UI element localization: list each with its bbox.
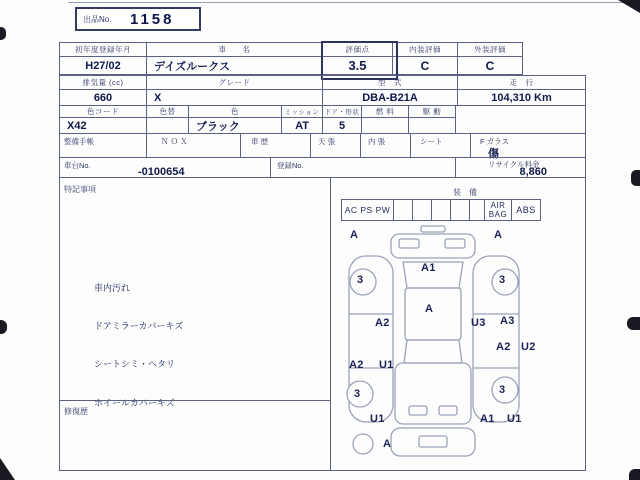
- damage-code-a: A: [350, 229, 359, 241]
- field-displacement-value: 660: [59, 89, 147, 106]
- field-service-book: [59, 133, 147, 158]
- damage-code-a1: A1: [480, 413, 495, 425]
- field-transmission-value: AT: [281, 117, 323, 134]
- damage-code-3: 3: [499, 274, 506, 286]
- field-grade-label: グレード: [146, 75, 323, 90]
- note-line: ドアミラーカバーキズ: [94, 320, 184, 331]
- equipment-cell-empty: [393, 199, 413, 221]
- vehicle-diagram: [333, 222, 585, 468]
- field-interior-value: C: [392, 56, 458, 75]
- field-exterior-label: 外装評価: [457, 42, 523, 57]
- scan-artifact: [0, 320, 7, 334]
- damage-marks-layer: [333, 222, 585, 468]
- field-seat: [410, 133, 471, 158]
- field-chassis-value: -0100654: [138, 166, 185, 178]
- field-chassis: [59, 157, 271, 178]
- field-score-label: 評価点: [322, 42, 393, 57]
- field-front-glass: [470, 133, 586, 158]
- damage-code-u2: U2: [521, 341, 536, 353]
- equipment-cell-empty: [469, 199, 485, 221]
- field-mileage-value: 104,310 Km: [457, 89, 586, 106]
- field-drive-value: [408, 117, 456, 134]
- scan-artifact: [0, 458, 15, 480]
- equipment-cell-empty: [450, 199, 470, 221]
- field-recycle-fee: [455, 157, 586, 178]
- scan-artifact: [627, 317, 640, 330]
- scan-artifact: [0, 27, 6, 40]
- field-model-label: 型 式: [322, 75, 458, 90]
- field-color-code-label: 色コード: [59, 105, 147, 118]
- damage-code-a2: A2: [375, 317, 390, 329]
- damage-code-a3: A3: [500, 315, 515, 327]
- field-reg-no: [270, 157, 456, 178]
- equipment-cell-airbag: AIR BAG: [484, 199, 512, 221]
- field-chassis-label: 車台No.: [64, 161, 91, 170]
- field-recycle-fee-value: 8,860: [519, 166, 547, 178]
- field-headliner: [310, 133, 361, 158]
- equipment-cell-abs: ABS: [511, 199, 541, 221]
- field-reg-value: H27/02: [59, 56, 147, 75]
- repair-history-title: 修復歴: [64, 407, 88, 416]
- field-service-book-label: 整備手帳: [64, 137, 94, 146]
- field-model-value: DBA-B21A: [322, 89, 458, 106]
- notes-box: [59, 177, 331, 408]
- field-history: [240, 133, 311, 158]
- damage-code-a2: A2: [496, 341, 511, 353]
- field-history-label: 車 歴: [251, 137, 269, 146]
- lot-number-box: [75, 7, 201, 31]
- field-fuel-label: 燃 料: [361, 105, 409, 118]
- field-color-value: ブラック: [188, 117, 282, 134]
- scan-artifact: [631, 170, 640, 186]
- note-line: ホイールカバーキズ: [94, 397, 175, 408]
- field-color-change-label: 色替: [146, 105, 189, 118]
- field-color-code-value: X42: [59, 117, 147, 134]
- damage-code-3: 3: [354, 388, 361, 400]
- field-door-trim: [360, 133, 411, 158]
- equipment-cell-ac-ps-pw: AC PS PW: [341, 199, 394, 221]
- field-score-value: 3.5: [322, 56, 393, 75]
- field-mileage-label: 走 行: [457, 75, 586, 90]
- field-exterior-value: C: [457, 56, 523, 75]
- field-car-name-value: デイズルークス: [146, 56, 323, 75]
- equipment-cell-empty: [412, 199, 432, 221]
- field-fuel-value: [361, 117, 409, 134]
- lot-label: 出品No.: [83, 14, 112, 24]
- damage-code-u3: U3: [471, 317, 486, 329]
- field-recycle-fee-label: リサイクル料金: [488, 160, 540, 169]
- field-interior-label: 内装評価: [392, 42, 458, 57]
- damage-code-a2: A2: [349, 359, 364, 371]
- field-doors-value: 5: [322, 117, 362, 134]
- note-line: シートシミ・ヘタリ: [94, 359, 176, 370]
- scan-artifact: [629, 469, 640, 480]
- damage-code-a: A: [425, 303, 434, 315]
- lot-value: 1158: [129, 10, 175, 28]
- repair-history-box: [59, 400, 331, 471]
- field-nox-label: Ｎ Ｏ Ｘ: [161, 137, 188, 146]
- field-drive-label: 駆 動: [408, 105, 456, 118]
- note-line: 車内汚れ: [94, 282, 131, 293]
- field-displacement-label: 排気量 (cc): [59, 75, 147, 90]
- field-color-label: 色: [188, 105, 282, 118]
- field-spare-cell: [455, 105, 586, 134]
- field-doors-label: ドア・形状: [322, 105, 362, 118]
- field-door-trim-label: 内 張: [368, 137, 386, 146]
- damage-code-3: 3: [499, 384, 506, 396]
- damage-code-a1: A1: [421, 262, 436, 274]
- field-reg-label: 初年度登録年月: [59, 42, 147, 57]
- field-headliner-label: 天 張: [318, 137, 336, 146]
- damage-code-a: A: [494, 229, 503, 241]
- equipment-title: 装 備: [453, 188, 477, 197]
- equipment-cell-empty: [431, 199, 451, 221]
- damage-code-u1: U1: [379, 359, 394, 371]
- damage-code-a: A: [383, 438, 392, 450]
- field-reg-no-label: 登録No.: [277, 161, 304, 170]
- field-seat-label: シート: [420, 137, 443, 146]
- field-transmission-label: ミッション: [281, 105, 323, 118]
- page-top-edge: [68, 2, 640, 3]
- field-nox: [146, 133, 241, 158]
- field-front-glass-label: F ガラス: [480, 137, 509, 146]
- notes-title: 特記事項: [64, 185, 96, 194]
- damage-code-3: 3: [357, 274, 364, 286]
- field-front-glass-value: 傷: [488, 148, 499, 160]
- damage-code-u1: U1: [370, 413, 385, 425]
- field-color-change-value: [146, 117, 189, 134]
- damage-code-u1: U1: [507, 413, 522, 425]
- field-grade-value: X: [146, 89, 323, 106]
- field-car-name-label: 車 名: [146, 42, 323, 57]
